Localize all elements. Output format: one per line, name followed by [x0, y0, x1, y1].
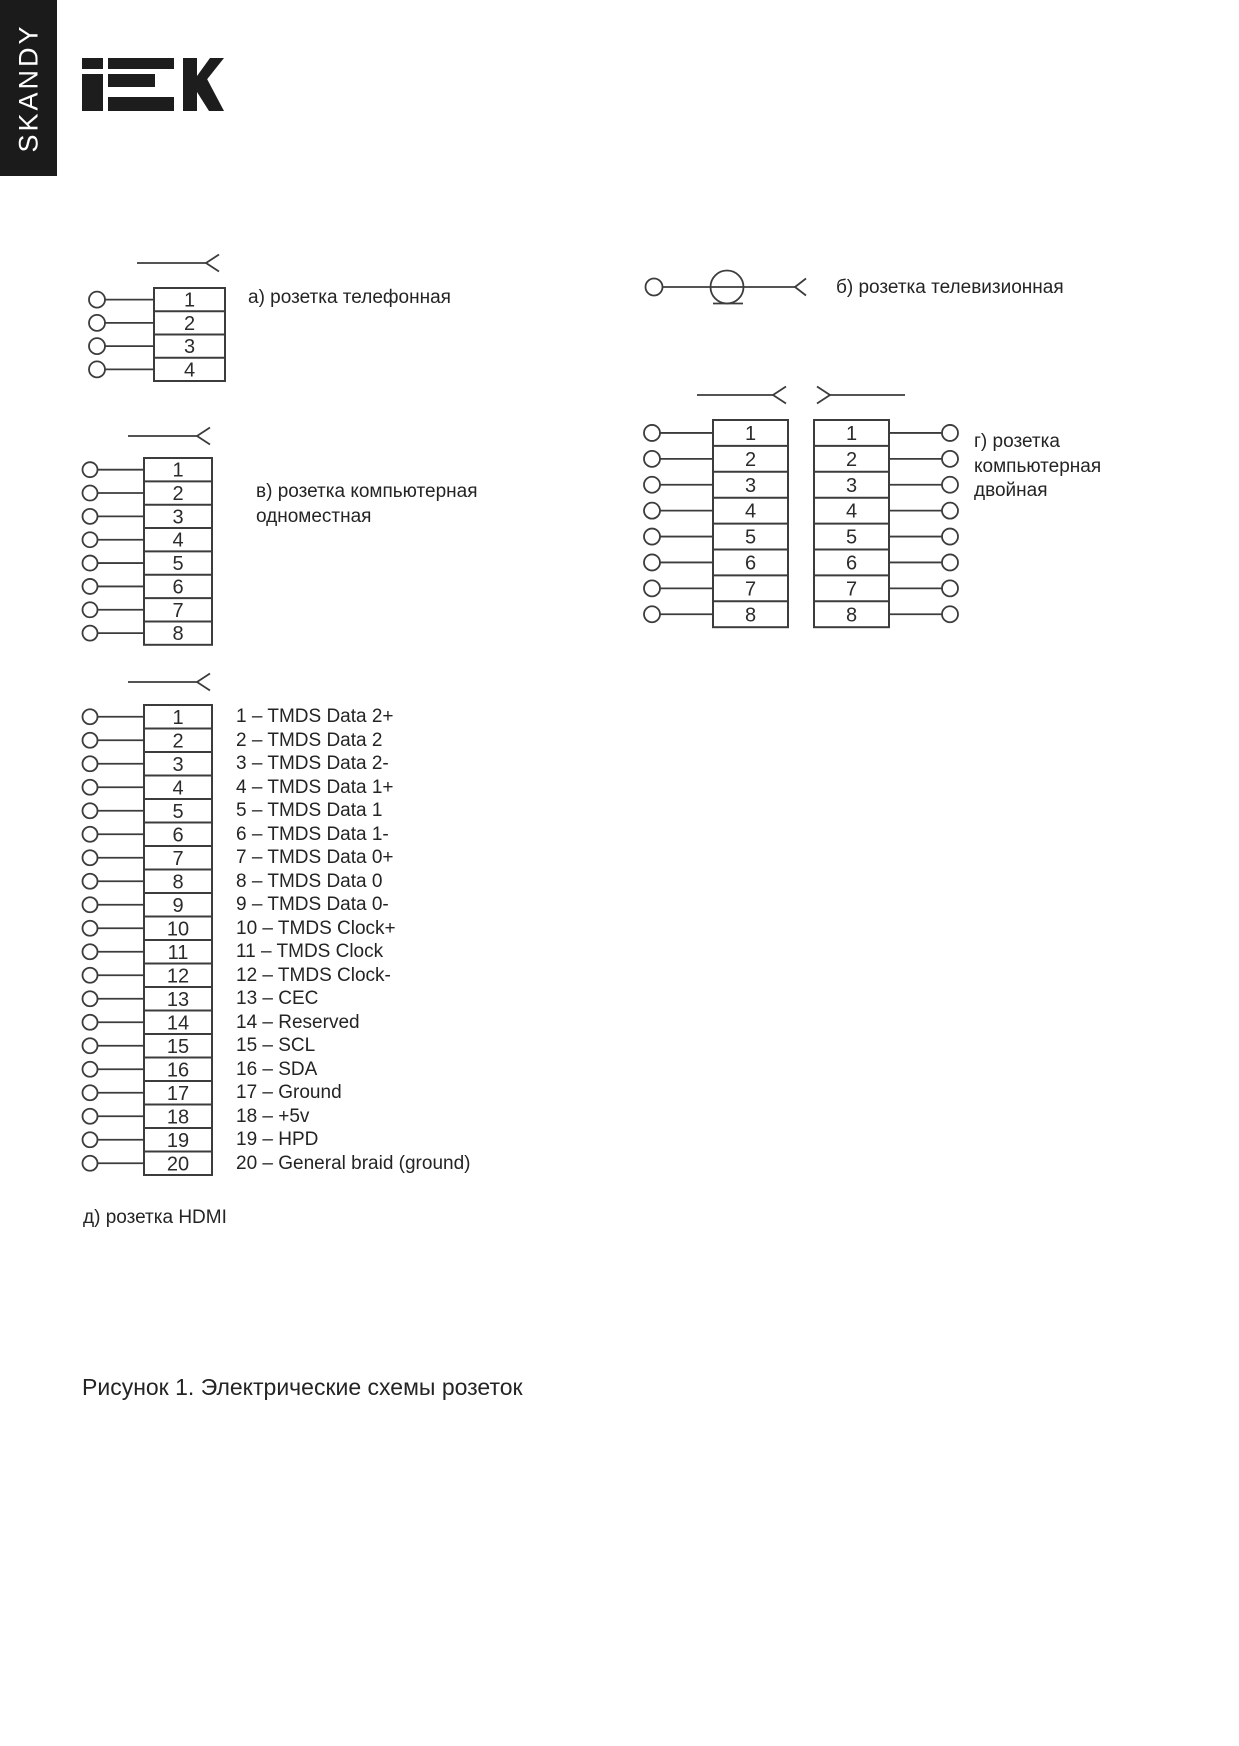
- pin-number: 10: [166, 918, 190, 941]
- hdmi-pin-description: 15 – SCL: [236, 1035, 316, 1056]
- pin-number: 3: [744, 474, 757, 497]
- pin-number: 5: [845, 526, 858, 549]
- pin-number: 7: [172, 847, 184, 870]
- pin-number: 7: [845, 578, 858, 601]
- pin-number: 8: [172, 623, 184, 646]
- hdmi-pin-description: 12 – TMDS Clock-: [236, 964, 391, 986]
- diagram-computer-double-socket-right: [814, 387, 958, 628]
- diagram-telephone-socket: [89, 255, 225, 382]
- diagram-computer-double-socket-left: [644, 387, 788, 628]
- pin-number: 1: [172, 459, 184, 482]
- hdmi-pin-description: 6 – TMDS Data 1-: [236, 823, 389, 845]
- pin-number: 2: [845, 448, 858, 471]
- label-line: компьютерная: [974, 455, 1102, 477]
- label-tv-socket: б) розетка телевизионная: [836, 277, 1064, 298]
- pin-number: 6: [172, 824, 184, 847]
- label-line: г) розетка: [974, 431, 1060, 452]
- pin-number: 4: [744, 500, 757, 523]
- pin-number: 18: [166, 1106, 190, 1129]
- pin-number: 3: [172, 753, 184, 776]
- pin-number: 19: [166, 1129, 190, 1152]
- hdmi-pin-description: 8 – TMDS Data 0: [236, 870, 383, 892]
- pin-number: 1: [183, 289, 196, 312]
- label-line: в) розетка компьютерная: [256, 481, 478, 502]
- diagram-hdmi-socket: [83, 674, 213, 1176]
- hdmi-pin-description: 2 – TMDS Data 2: [236, 729, 383, 751]
- hdmi-pin-description: 10 – TMDS Clock+: [236, 917, 396, 939]
- pin-number: 5: [172, 553, 184, 576]
- pin-number: 8: [172, 871, 184, 894]
- hdmi-pin-description: 9 – TMDS Data 0-: [236, 894, 389, 915]
- pin-number: 2: [183, 312, 196, 335]
- hdmi-pin-description-list: [236, 705, 470, 1175]
- hdmi-pin-description: 17 – Ground: [236, 1082, 342, 1103]
- pin-number: 4: [845, 500, 858, 523]
- pin-number: 1: [172, 706, 184, 729]
- pin-number: 2: [744, 448, 757, 471]
- pin-number: 4: [172, 529, 184, 552]
- pin-number: 13: [166, 988, 190, 1011]
- hdmi-pin-description: 16 – SDA: [236, 1058, 318, 1080]
- label-computer-double-socket: [974, 430, 1101, 504]
- hdmi-pin-description: 1 – TMDS Data 2+: [236, 706, 394, 727]
- label-hdmi-socket: д) розетка HDMI: [83, 1207, 227, 1228]
- pin-number: 12: [166, 965, 190, 988]
- pin-number: 4: [172, 777, 184, 800]
- pin-number: 4: [183, 359, 196, 382]
- pin-number: 9: [172, 894, 184, 917]
- pin-number: 11: [167, 941, 189, 964]
- hdmi-pin-description: 14 – Reserved: [236, 1011, 360, 1033]
- pin-number: 3: [183, 336, 196, 359]
- pin-number: 1: [845, 422, 858, 445]
- pin-number: 14: [166, 1012, 190, 1035]
- pin-number: 16: [166, 1059, 190, 1082]
- hdmi-pin-description: 19 – HPD: [236, 1129, 319, 1150]
- pin-number: 8: [845, 604, 858, 627]
- label-telephone-socket: а) розетка телефонная: [248, 287, 451, 308]
- pin-number: 6: [744, 552, 757, 575]
- pin-number: 6: [172, 576, 184, 599]
- pin-number: 1: [744, 422, 757, 445]
- diagram-tv-socket: [646, 271, 807, 304]
- product-name-vertical: SKANDY: [13, 23, 43, 153]
- pin-number: 20: [166, 1153, 190, 1176]
- pin-number: 2: [172, 730, 184, 753]
- hdmi-pin-description: 11 – TMDS Clock: [236, 941, 384, 962]
- pin-number: 3: [845, 474, 858, 497]
- pin-number: 17: [166, 1082, 190, 1105]
- hdmi-pin-description: 20 – General braid (ground): [236, 1152, 471, 1174]
- label-computer-single-socket: [256, 479, 477, 529]
- hdmi-pin-description: 7 – TMDS Data 0+: [236, 847, 394, 868]
- pin-number: 7: [172, 599, 184, 622]
- label-line: двойная: [974, 480, 1048, 501]
- hdmi-pin-description: 4 – TMDS Data 1+: [236, 776, 394, 798]
- pin-number: 15: [166, 1035, 190, 1058]
- hdmi-pin-description: 5 – TMDS Data 1: [236, 800, 383, 821]
- hdmi-pin-description: 13 – CEC: [236, 988, 319, 1009]
- pin-number: 8: [744, 604, 757, 627]
- diagram-computer-single-socket: [83, 428, 213, 646]
- pin-number: 6: [845, 552, 858, 575]
- pin-number: 5: [744, 526, 757, 549]
- figure-caption: Рисунок 1. Электрические схемы розеток: [82, 1374, 523, 1400]
- hdmi-pin-description: 3 – TMDS Data 2-: [236, 753, 389, 774]
- pin-number: 5: [172, 800, 184, 823]
- hdmi-pin-description: 18 – +5v: [236, 1105, 310, 1127]
- label-line: одноместная: [256, 506, 372, 527]
- pin-number: 7: [744, 578, 757, 601]
- pin-number: 2: [172, 483, 184, 506]
- pin-number: 3: [172, 506, 184, 529]
